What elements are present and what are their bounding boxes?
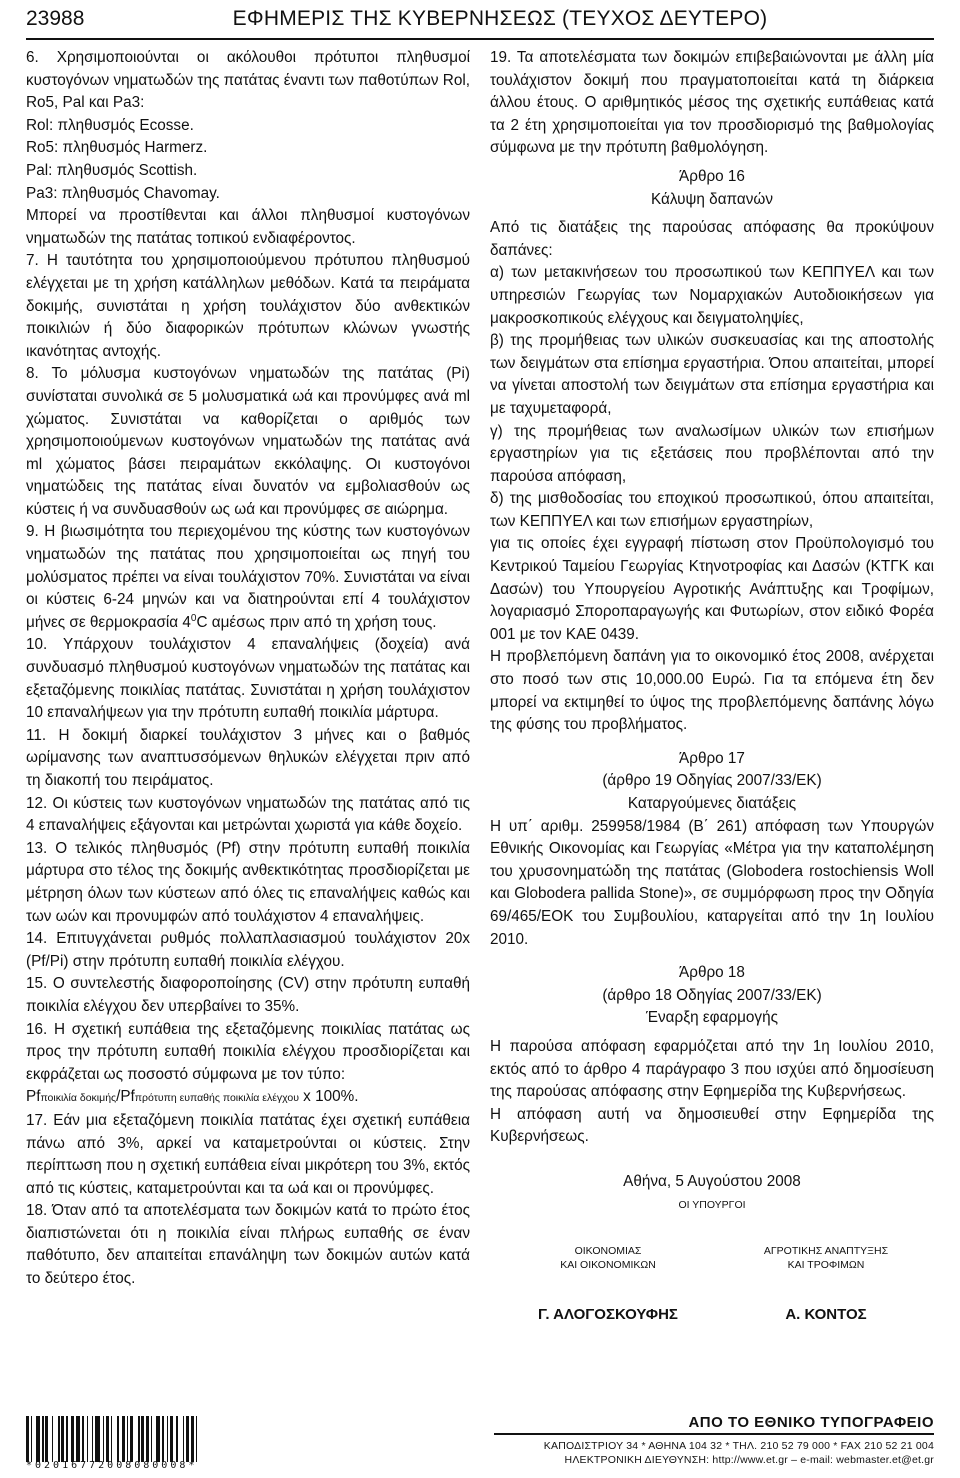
- article-16-subtitle: Κάλυψη δαπανών: [651, 190, 773, 208]
- barcode-bar: [162, 1416, 164, 1462]
- barcode-bar: [127, 1416, 129, 1462]
- paragraph-7: 7. Η ταυτότητα του χρησιμοποιούμενου πρότυπου πληθυσμού ελέγχεται με τη χρήση κατάλληλων μεθόδων. Κατά τα πειράματα δοκιμής, συνιστάται η χρήση τουλάχιστον δύο ανθεκτικών ποικιλιών ή δύο διαφορικών πρότυπων κλώνων γνωστής ικανότητας αντοχής.: [26, 252, 470, 360]
- page-header: [26, 4, 934, 34]
- barcode: [26, 1416, 316, 1476]
- right-column: [490, 47, 934, 1348]
- barcode-bar: [183, 1416, 185, 1462]
- degree-superscript: 0: [190, 612, 197, 624]
- article-18-text: Η παρούσα απόφαση εφαρμόζεται από την 1η Ιουλίου 2010, εκτός από το άρθρο 4 παράγραφο 3 που ισχύει από δημοσίευση της παρούσας απόφασης στην Εφημερίδα της Κυβερνήσεως.: [490, 1037, 934, 1101]
- minister-finance: ΟΙΚΟΝΟΜΙΑΣ ΚΑΙ ΟΙΚΟΝΟΜΙΚΩΝ: [560, 1244, 656, 1271]
- article-18-publication: Η απόφαση αυτή να δημοσιευθεί στην Εφημερίδα της Κυβερνήσεως.: [490, 1105, 934, 1146]
- paragraph-12: 12. Οι κύστεις των κυστογόνων νηματωδών της πατάτας από τις 4 επαναλήψεις εξάγονται και μετρώνται χωριστά για κάθε δοχείο.: [26, 794, 470, 835]
- paragraph-15: 15. Ο συντελεστής διαφοροποίησης (CV) στην πρότυπη ευπαθή ποικιλία ελέγχου δεν υπερβαίνει το 35%.: [26, 975, 470, 1015]
- article-16-item-d: δ) της μισθοδοσίας του εποχικού προσωπικού, όπου απαιτείται, των ΚΕΠΠΥΕΛ και των επισήμων εργαστηρίων,: [490, 490, 934, 530]
- article-16-budget: για τις οποίες έχει εγγραφή πίστωση στον Προϋπολογισμό του Κεντρικού Ταμείου Γεωργίας Κτηνοτροφίας και Δασών (ΚΤΓΚ και Δασών) του Υπουργείου Αγροτικής Ανάπτυξης και Τροφίμων, λογαριασμό Σποροπαραγωγής και Φυτωρίων, στον ειδικό Φορέα 001 με τον ΚΑΕ 0439.: [490, 535, 934, 643]
- page-footer: [26, 1414, 934, 1478]
- minister-finance-name: Γ. ΑΛΟΓΟΣΚΟΥΦΗΣ: [538, 1305, 678, 1323]
- barcode-bar: [45, 1416, 48, 1462]
- paragraph-18: 18. Όταν από τα αποτελέσματα των δοκιμών κατά το πρώτο έτος διαπιστώνεται ότι η ποικιλία είναι πλήρως ευπαθής σε έναν παθότυπο, δεν απαιτείται επανάληψη των δοκιμών αυτών κατά το δεύτερο έτος.: [26, 1202, 470, 1288]
- paragraph-6-extra: Μπορεί να προστίθενται και άλλοι πληθυσμοί κυστογόνων νηματωδών της πατάτας τοπικού ενδιαφέροντος.: [26, 207, 470, 247]
- printer-web: ΗΛΕΚΤΡΟΝΙΚΗ ΔΙΕΥΘΥΝΣΗ: http://www.et.gr – e-mail: webmaster.et@et.gr: [564, 1454, 934, 1466]
- barcode-bar: [61, 1416, 64, 1462]
- paragraph-17: 17. Εάν μια εξεταζόμενη ποικιλία πατάτας έχει σχετική ευπάθεια πάνω από 3%, αρκεί να καταμετρούνται οι κύστεις. Στην περίπτωση που η σχετική ευπάθεια είναι μικρότερη του 3%, εκτός από τις κύστεις, καταμετρούνται και τα ωά και οι προνύμφες.: [26, 1111, 471, 1197]
- barcode-bar: [196, 1416, 198, 1462]
- left-column: [26, 47, 470, 1291]
- paragraph-10: 10. Υπάρχουν τουλάχιστον 4 επαναλήψεις (δοχεία) ανά συνδυασμό πληθυσμού κυστογόνων νηματωδών της πατάτας και εξεταζόμενης ποικιλίας πατάτας. Συνιστάται η χρήση τουλάχιστον 10 επαναλήψεων για την πρότυπη ευπαθή ποικιλία μάρτυρα.: [26, 636, 470, 722]
- barcode-bar: [141, 1416, 144, 1462]
- minister-agriculture-name: Α. ΚΟΝΤΟΣ: [785, 1305, 867, 1323]
- barcode-bar: [82, 1416, 84, 1462]
- barcode-bar: [176, 1416, 178, 1462]
- barcode-bar: [26, 1416, 29, 1462]
- barcode-bar: [186, 1416, 189, 1462]
- signatures-block: [490, 1198, 934, 1348]
- paragraph-6: 6. Χρησιμοποιούνται οι ακόλουθοι πρότυποι πληθυσμοί κυστογόνων νηματωδών της πατάτας έναντι των παθοτύπων Rol, Ro5, Pal και Pa3:: [26, 49, 470, 112]
- paragraph-6-pa3: Pa3: πληθυσμός Chavomay.: [26, 184, 220, 202]
- article-16-item-b: β) της προμήθειας των υλικών συσκευασίας και της αποστολής των δειγμάτων στα επίσημα εργαστήρια. Όπου απαιτείται, μπορεί να γίνεται αποστολή των δειγμάτων στα επίσημα εργαστήρια και με ταχυμεταφορά,: [490, 332, 934, 417]
- paragraph-13: 13. Ο τελικός πληθυσμός (Pf) στην πρότυπη ευπαθή ποικιλία μάρτυρα στο τέλος της δοκιμής ανθεκτικότητας προσδιορίζεται με μέτρηση όλων των κύστεων από όλες τις επαναλήψεις καθώς και των ωών και προνυμφών από τουλάχιστον 4 επαναλήψεις.: [26, 839, 470, 925]
- barcode-bar: [111, 1416, 113, 1462]
- barcode-bar: [76, 1416, 81, 1462]
- paragraph-9: 9. Η βιωσιμότητα του περιεχομένου της κύστης των κυστογόνων νηματωδών της πατάτας που χρησιμοποιείται ως πηγή του μολύσματος πρέπει να είναι τουλάχιστον 70%. Συνιστάται να είναι οι κύστεις 6-24 μηνών και να διατηρούνται επί 4 τουλάχιστον μήνες σε θερμοκρασία $4^0C$ αμέσως πριν από τη χρήση τους.: [26, 523, 470, 631]
- paragraph-19: 19. Τα αποτελέσματα των δοκιμών επιβεβαιώνονται με άλλη μία τουλάχιστον δοκιμή που πραγματοποιείται κατά τη διάρκεια άλλου έτους. Ο αριθμητικός μέσος της σχετικής ευπάθειας κατά τα 2 έτη χρησιμοποιείται για τον προσδιορισμό της βαθμολογίας σύμφωνα με την πρότυπη βαθμολόγηση.: [490, 49, 934, 157]
- article-16-intro: Από τις διατάξεις της παρούσας απόφασης θα προκύψουν δαπάνες:: [490, 219, 934, 259]
- barcode-bar: [87, 1416, 89, 1462]
- paragraph-6-pal: Pal: πληθυσμός Scottish.: [26, 161, 198, 179]
- gazette-title: ΕΦΗΜΕΡΙΣ ΤΗΣ ΚΥΒΕΡΝΗΣΕΩΣ (ΤΕΥΧΟΣ ΔΕΥΤΕΡΟ): [232, 7, 768, 30]
- barcode-bar: [151, 1416, 153, 1462]
- barcode-bar: [117, 1416, 119, 1462]
- barcode-bar: [130, 1416, 133, 1462]
- barcode-bar: [42, 1416, 44, 1462]
- barcode-bar: [36, 1416, 41, 1462]
- barcode-bars: [26, 1416, 316, 1462]
- barcode-bar: [167, 1416, 169, 1462]
- minister-agriculture: ΑΓΡΟΤΙΚΗΣ ΑΝΑΠΤΥΞΗΣ ΚΑΙ ΤΡΟΦΙΜΩΝ: [763, 1244, 889, 1271]
- article-16-title: Άρθρο 16: [679, 167, 745, 185]
- article-16-item-a: α) των μετακινήσεων του προσωπικού των ΚΕΠΠΥΕΛ και των υπηρεσιών Γεωργίας των Νομαρχιακών Αυτοδιοικήσεων για μακροσκοπικούς ελέγχους και δειγματοληψίες,: [490, 264, 934, 327]
- article-17-title: Άρθρο 17: [679, 749, 745, 767]
- printer-name: ΑΠΟ ΤΟ ΕΘΝΙΚΟ ΤΥΠΟΓΡΑΦΕΙΟ: [494, 1414, 934, 1435]
- header-rule: [26, 38, 934, 40]
- paragraph-11: 11. Η δοκιμή διαρκεί τουλάχιστον 3 μήνες και ο βαθμός ωρίμανσης των αναπτυσσόμενων θηλυκών ελέγχεται πριν από τη διακοπή του πειράματος.: [26, 726, 470, 789]
- barcode-bar: [58, 1416, 60, 1462]
- barcode-bar: [191, 1416, 194, 1462]
- paragraph-14: 14. Επιτυγχάνεται ρυθμός πολλαπλασιασμού τουλάχιστον 20x (Pf/Pi) στην πρότυπη ευπαθή ποικιλία ελέγχου.: [26, 930, 470, 970]
- ministers-heading: ΟΙ ΥΠΟΥΡΓΟΙ: [678, 1198, 746, 1211]
- place-date: Αθήνα, 5 Αυγούστου 2008: [623, 1172, 801, 1190]
- article-18-subtitle: Έναρξη εφαρμογής: [646, 1009, 778, 1027]
- article-16-item-c: γ) της προμήθειας των αναλωσίμων υλικών των επισήμων εργαστηρίων για τις εξετάσεις που προβλέπονται από την παρούσα απόφαση,: [490, 422, 934, 485]
- barcode-digits: *02016772008080008*: [26, 1460, 198, 1471]
- barcode-bar: [92, 1416, 94, 1462]
- printer-info: [494, 1414, 934, 1467]
- barcode-bar: [66, 1416, 68, 1462]
- printer-address: ΚΑΠΟΔΙΣΤΡΙΟΥ 34 * ΑΘΗΝΑ 104 32 * ΤΗΛ. 210 52 79 000 * FAX 210 52 21 004: [543, 1440, 934, 1452]
- barcode-bar: [156, 1416, 161, 1462]
- barcode-bar: [52, 1416, 54, 1462]
- paragraph-6-rol: Rol: πληθυσμός Ecosse.: [26, 116, 194, 134]
- barcode-bar: [71, 1416, 74, 1462]
- article-18-title: Άρθρο 18: [679, 964, 745, 982]
- barcode-bar: [106, 1416, 109, 1462]
- page-number: 23988: [26, 7, 85, 30]
- paragraph-8: 8. Το μόλυσμα κυστογόνων νηματωδών της πατάτας (Pi) συνίσταται συνολικά σε 5 μολυσματικά ωά και προνύμφες ανά ml χώματος. Συνιστάται να καθορίζεται ο αριθμός των χρησιμοποιούμενων κυστογόνων νηματωδών της πατάτας ανά ml χώματος βάσει πειραμάτων εκκόλαψης. Οι κυστογόνοι νηματώδεις της πατάτας είναι δυνατόν να εμβολιασθούν ως κύστεις ή να συνδυασθούν ως ωά και προνύμφες σε αιώρημα.: [26, 365, 470, 518]
- article-16-cost: Η προβλεπόμενη δαπάνη για το οικονομικό έτος 2008, ανέρχεται στο ποσό των στις 10,000.00 Ευρώ. Για τα επόμενα έτη δεν μπορεί να εκτιμηθεί το ύψος της προβλεπόμενης δαπάνης λόγω της φύσης του προβλήματος.: [490, 648, 934, 734]
- barcode-bar: [122, 1416, 125, 1462]
- barcode-bar: [103, 1416, 105, 1462]
- barcode-bar: [95, 1416, 100, 1462]
- formula: Pfποικιλία δοκιμής/Pfπρότυπη ευπαθής ποικιλία ελέγχου x 100%.: [26, 1088, 359, 1106]
- paragraph-16: 16. Η σχετική ευπάθεια της εξεταζόμενης ποικιλίας πατάτας ως προς την πρότυπη ευπαθή ποικιλία ελέγχου προσδιορίζεται και εκφράζεται ως ποσοστό σύμφωνα με τον τύπο:: [26, 1020, 470, 1083]
- article-18-directive: (άρθρο 18 Οδηγίας 2007/33/ΕΚ): [602, 986, 822, 1004]
- paragraph-6-ro5: Ro5: πληθυσμός Harmerz.: [26, 139, 208, 157]
- barcode-bar: [31, 1416, 33, 1462]
- barcode-bar: [170, 1416, 173, 1462]
- barcode-bar: [138, 1416, 140, 1462]
- barcode-bar: [146, 1416, 149, 1462]
- article-17-text: Η υπ΄ αριθμ. 259958/1984 (Β΄ 261) απόφαση των Υπουργών Εθνικής Οικονομίας και Γεωργίας «Μέτρα για την καταπολέμηση του χρυσονηματώδη της πατάτας (Globodera rostochiensis Woll και Globodera pallida Stone)», σε συμμόρφωση προς την Οδηγία 69/465/ΕΟΚ του Συμβουλίου, καταργείται από την 1η Ιουλίου 2010.: [490, 817, 934, 948]
- article-17-subtitle: Καταργούμενες διατάξεις: [627, 795, 797, 812]
- article-17-directive: (άρθρο 19 Οδηγίας 2007/33/ΕΚ): [602, 772, 822, 790]
